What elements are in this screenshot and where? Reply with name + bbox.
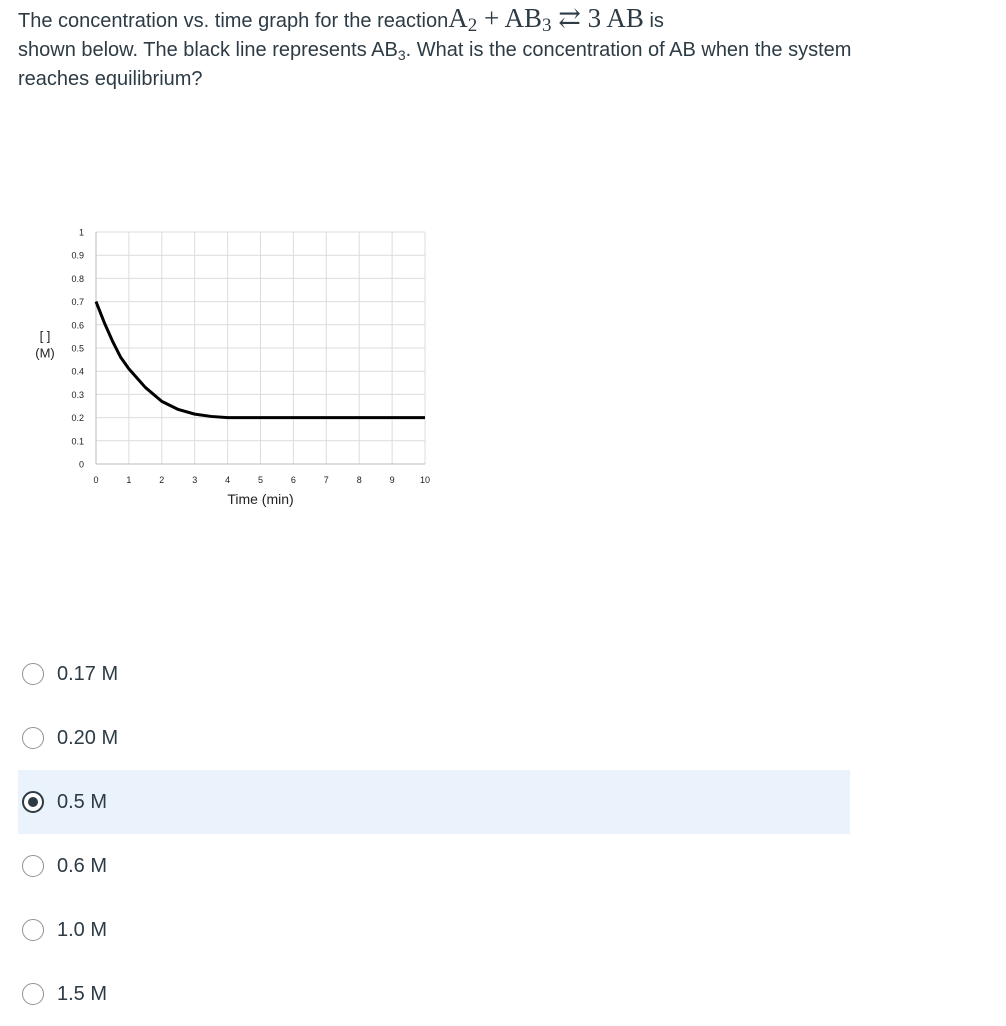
answer-option-label: 0.17 M <box>57 662 119 685</box>
question-middle: shown below. The black line represents AB <box>18 39 398 61</box>
question-is: is <box>643 10 664 32</box>
answer-option-label: 1.0 M <box>57 918 108 941</box>
answer-option-label: 0.20 M <box>57 726 119 749</box>
eq-product: 3 AB <box>587 3 644 33</box>
x-tick-label: 7 <box>323 475 329 485</box>
y-axis-label-line2: (M) <box>35 345 55 361</box>
answer-option[interactable] <box>18 834 850 898</box>
chart-svg <box>18 215 458 515</box>
y-tick-label: 0.9 <box>71 250 84 261</box>
y-tick-label: 0.2 <box>71 413 84 424</box>
eq-reactant1: A <box>448 3 468 33</box>
radio-icon[interactable] <box>22 727 44 749</box>
answer-option-label: 0.5 M <box>57 790 108 813</box>
reaction-equation <box>448 3 644 36</box>
answer-option[interactable] <box>18 706 850 770</box>
answer-option-label: 0.6 M <box>57 854 108 877</box>
y-tick-label: 0.4 <box>71 366 84 377</box>
radio-icon[interactable] <box>22 855 44 877</box>
radio-icon[interactable] <box>22 919 44 941</box>
x-tick-label: 0 <box>93 475 99 485</box>
answer-option[interactable] <box>18 962 850 1026</box>
x-tick-label: 8 <box>356 475 362 485</box>
y-tick-label: 1 <box>78 227 84 238</box>
equilibrium-arrow-icon: ⇄ <box>558 3 581 33</box>
answer-option[interactable] <box>18 770 850 834</box>
eq-reactant2-subscript: 3 <box>542 15 552 36</box>
x-tick-label: 3 <box>192 475 198 485</box>
radio-icon[interactable] <box>22 663 44 685</box>
x-tick-label: 2 <box>159 475 165 485</box>
y-tick-label: 0.3 <box>71 389 84 400</box>
x-tick-label: 5 <box>257 475 264 485</box>
question-middle-subscript: 3 <box>397 47 406 63</box>
y-tick-label: 0.8 <box>71 273 84 284</box>
concentration-time-chart <box>18 215 458 520</box>
x-tick-label: 1 <box>126 475 132 485</box>
x-tick-label: 6 <box>290 475 296 485</box>
x-tick-label: 9 <box>389 475 395 485</box>
eq-reactant1-subscript: 2 <box>467 15 478 36</box>
y-tick-label: 0.6 <box>71 320 84 331</box>
radio-icon[interactable] <box>22 983 44 1005</box>
x-tick-label: 4 <box>225 475 231 485</box>
answer-options <box>18 642 850 1026</box>
y-tick-label: 0.5 <box>71 343 84 354</box>
y-tick-label: 0.1 <box>71 436 84 447</box>
answer-option[interactable] <box>18 898 850 962</box>
answer-option-label: 1.5 M <box>57 982 108 1005</box>
radio-selected-icon[interactable] <box>22 791 44 813</box>
question-end: . What is the concentration of AB when the system reaches equilibrium? <box>18 39 852 90</box>
question-text <box>18 4 858 94</box>
y-tick-label: 0 <box>78 459 84 470</box>
y-tick-label: 0.7 <box>71 297 84 308</box>
answer-option[interactable] <box>18 642 850 706</box>
eq-plus: + <box>483 3 500 33</box>
eq-reactant2: AB <box>504 3 542 33</box>
question-intro: The concentration vs. time graph for the reaction <box>18 10 449 32</box>
x-axis-label: Time (min) <box>227 491 294 507</box>
y-axis-label-line1: [ ] <box>39 328 51 344</box>
x-tick-label: 10 <box>419 475 431 485</box>
